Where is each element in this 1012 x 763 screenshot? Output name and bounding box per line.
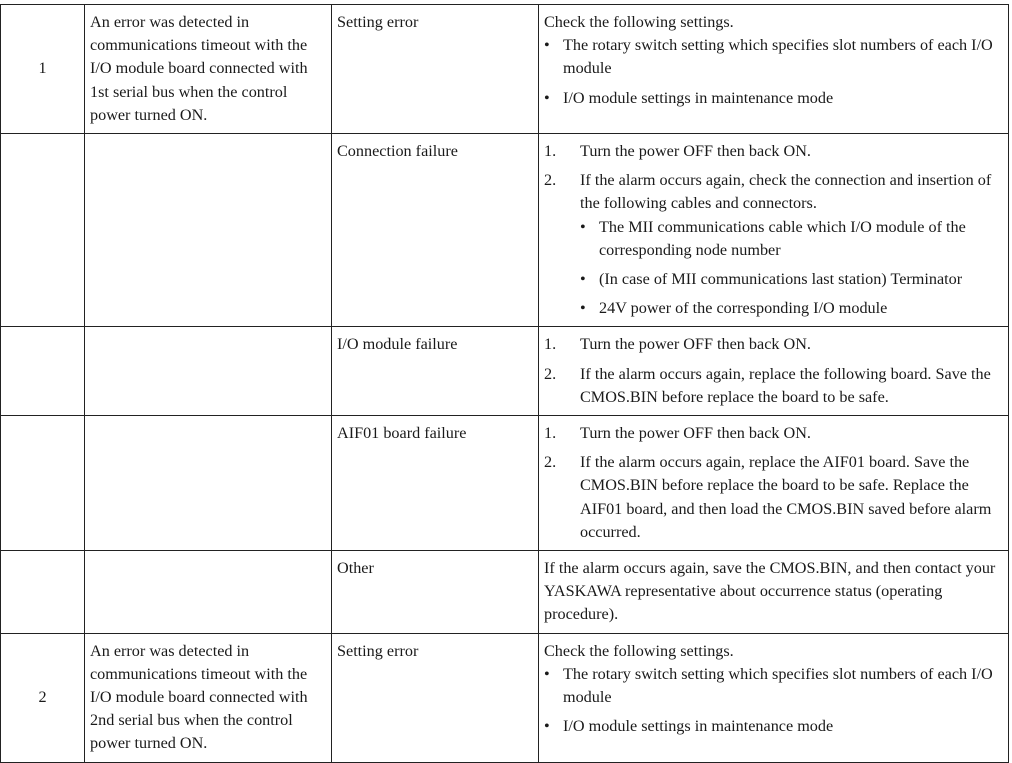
cause-cell: Connection failure [332, 134, 539, 327]
cause-cell: Other [332, 551, 539, 634]
alarm-remedy-table [0, 4, 1009, 763]
bullet-marker: • [544, 717, 550, 736]
remedy-cell [539, 5, 1009, 134]
remedy-cell: If the alarm occurs again, save the CMOS.BIN, and then contact your YASKAWA representative about occurrence status (operating procedure). [539, 551, 1009, 634]
alarm-sub-code: 1 [1, 5, 85, 134]
alarm-description [85, 134, 332, 327]
step-item: 1. Turn the power OFF then back ON. [544, 424, 811, 443]
step-item: 1. Turn the power OFF then back ON. [544, 142, 811, 161]
list-item: • The rotary switch setting which specifies slot numbers of each I/O module [544, 663, 1002, 709]
alarm-sub-code [1, 416, 85, 551]
cause-cell: I/O module failure [332, 327, 539, 416]
list-item: • (In case of MII communications last station) Terminator [580, 268, 1002, 291]
list-item: • I/O module settings in maintenance mode [544, 87, 1002, 110]
table-row [1, 327, 1009, 416]
alarm-sub-code [1, 134, 85, 327]
list-item: • The rotary switch setting which specifies slot numbers of each I/O module [544, 34, 1002, 80]
cause-cell: Setting error [332, 633, 539, 762]
bullet-marker: • [580, 217, 586, 236]
bullet-marker: • [580, 299, 586, 318]
cause-cell: Setting error [332, 5, 539, 134]
alarm-description [85, 551, 332, 634]
list-item: • I/O module settings in maintenance mode [544, 715, 1002, 738]
table-row [1, 134, 1009, 327]
step-item: 2. If the alarm occurs again, check the connection and insertion of the following cables and connectors. [544, 171, 992, 213]
bullet-marker: • [544, 88, 550, 107]
table-row [1, 551, 1009, 634]
bullet-marker: • [544, 664, 550, 683]
step-item: 2. If the alarm occurs again, replace the AIF01 board. Save the CMOS.BIN before replace the board to be safe. Replace the AIF01 board, and then load the CMOS.BIN saved before alarm occurred. [544, 453, 992, 541]
alarm-description [85, 327, 332, 416]
table-row [1, 416, 1009, 551]
bullet-marker: • [544, 36, 550, 55]
step-item: 1. Turn the power OFF then back ON. [544, 335, 811, 354]
step-item: 2. If the alarm occurs again, replace the following board. Save the CMOS.BIN before replace the board to be safe. [544, 364, 991, 406]
alarm-sub-code: 2 [1, 633, 85, 762]
table-row [1, 633, 1009, 762]
cause-cell: AIF01 board failure [332, 416, 539, 551]
remedy-cell [539, 134, 1009, 327]
remedy-intro: Check the following settings. [544, 13, 734, 31]
alarm-description: An error was detected in communications timeout with the I/O module board connected with 1st serial bus when the control power turned ON. [85, 5, 332, 134]
remedy-cell [539, 327, 1009, 416]
alarm-description [85, 416, 332, 551]
list-item: • 24V power of the corresponding I/O module [580, 297, 1002, 320]
alarm-description: An error was detected in communications timeout with the I/O module board connected with 2nd serial bus when the control power turned ON. [85, 633, 332, 762]
remedy-intro: Check the following settings. [544, 641, 734, 660]
table-row [1, 5, 1009, 134]
alarm-sub-code [1, 551, 85, 634]
bullet-marker: • [580, 270, 586, 289]
remedy-cell [539, 633, 1009, 762]
alarm-sub-code [1, 327, 85, 416]
list-item: • The MII communications cable which I/O module of the corresponding node number [580, 216, 1002, 262]
remedy-cell [539, 416, 1009, 551]
